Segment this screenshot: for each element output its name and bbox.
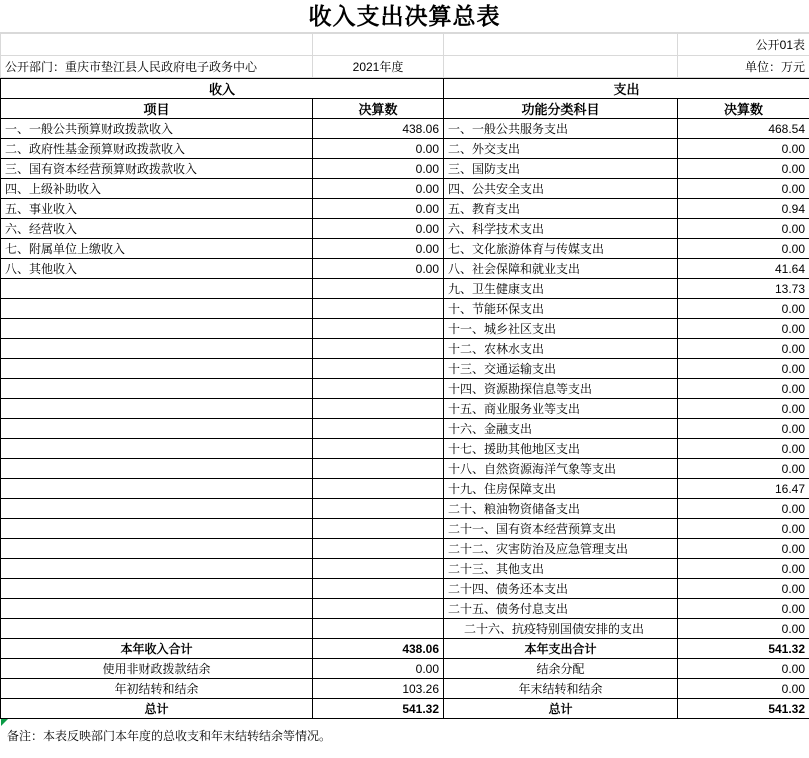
- expenditure-summary-label: 总计: [444, 699, 678, 719]
- expenditure-amount-cell: 0.00: [678, 579, 809, 599]
- table-row: [1, 159, 809, 179]
- income-item-cell: [1, 619, 313, 639]
- income-amount-cell: 0.00: [313, 159, 444, 179]
- summary-row: [1, 699, 809, 719]
- income-item-cell: [1, 299, 313, 319]
- expenditure-item-cell: 二十四、债务还本支出: [444, 579, 678, 599]
- income-item-cell: 五、事业收入: [1, 199, 313, 219]
- expenditure-item-cell: 十二、农林水支出: [444, 339, 678, 359]
- income-summary-amount: 438.06: [313, 639, 444, 659]
- income-summary-amount: 541.32: [313, 699, 444, 719]
- expenditure-amount-cell: 0.00: [678, 299, 809, 319]
- expenditure-item-cell: 十四、资源勘探信息等支出: [444, 379, 678, 399]
- expenditure-item-cell: 十三、交通运输支出: [444, 359, 678, 379]
- expenditure-item-cell: 二、外交支出: [444, 139, 678, 159]
- income-amount-cell: 0.00: [313, 199, 444, 219]
- expenditure-item-cell: 十七、援助其他地区支出: [444, 439, 678, 459]
- income-item-cell: 一、一般公共预算财政拨款收入: [1, 119, 313, 139]
- income-summary-amount: 0.00: [313, 659, 444, 679]
- expenditure-summary-amount: 541.32: [678, 699, 809, 719]
- expenditure-summary-amount: 0.00: [678, 659, 809, 679]
- income-amount-cell: [313, 499, 444, 519]
- income-item-cell: [1, 279, 313, 299]
- income-amount-cell: [313, 579, 444, 599]
- expenditure-item-cell: 三、国防支出: [444, 159, 678, 179]
- table-row: [1, 319, 809, 339]
- income-amount-cell: [313, 519, 444, 539]
- expenditure-amount-cell: 468.54: [678, 119, 809, 139]
- expenditure-amount-cell: 0.00: [678, 499, 809, 519]
- table-row: [1, 619, 809, 639]
- report-notes: [0, 719, 809, 755]
- table-row: [1, 199, 809, 219]
- income-item-cell: [1, 339, 313, 359]
- income-amount-cell: 0.00: [313, 139, 444, 159]
- page-title: 收入支出决算总表: [0, 0, 809, 33]
- income-item-cell: 七、附属单位上缴收入: [1, 239, 313, 259]
- income-summary-label: 年初结转和结余: [1, 679, 313, 699]
- income-amount-cell: [313, 399, 444, 419]
- expenditure-amount-cell: 0.94: [678, 199, 809, 219]
- income-summary-label: 使用非财政拨款结余: [1, 659, 313, 679]
- expenditure-item-cell: 十六、金融支出: [444, 419, 678, 439]
- table-row: [1, 299, 809, 319]
- budget-table: [0, 78, 809, 719]
- expenditure-item-cell: 六、科学技术支出: [444, 219, 678, 239]
- income-amount-cell: 0.00: [313, 239, 444, 259]
- expenditure-item-cell: 二十二、灾害防治及应急管理支出: [444, 539, 678, 559]
- income-amount-cell: [313, 419, 444, 439]
- income-item-cell: [1, 599, 313, 619]
- income-item-cell: [1, 499, 313, 519]
- income-item-cell: [1, 559, 313, 579]
- expenditure-amount-cell: 0.00: [678, 319, 809, 339]
- expenditure-item-cell: 二十六、抗疫特别国债安排的支出: [444, 619, 678, 639]
- table-row: [1, 119, 809, 139]
- income-item-cell: 四、上级补助收入: [1, 179, 313, 199]
- expenditure-item-cell: 四、公共安全支出: [444, 179, 678, 199]
- income-amount-cell: [313, 379, 444, 399]
- income-amount-cell: [313, 339, 444, 359]
- income-amount-cell: [313, 299, 444, 319]
- income-summary-label: 本年收入合计: [1, 639, 313, 659]
- table-row: [1, 459, 809, 479]
- expenditure-item-cell: 十八、自然资源海洋气象等支出: [444, 459, 678, 479]
- group-header-row: [1, 79, 809, 99]
- table-row: [1, 279, 809, 299]
- expenditure-amount-cell: 16.47: [678, 479, 809, 499]
- column-header-income-amount: 决算数: [313, 99, 444, 119]
- income-amount-cell: 0.00: [313, 219, 444, 239]
- form-number-label: 公开01表: [678, 34, 809, 56]
- expenditure-item-cell: 二十三、其他支出: [444, 559, 678, 579]
- expenditure-amount-cell: 41.64: [678, 259, 809, 279]
- summary-row: [1, 679, 809, 699]
- expenditure-amount-cell: 0.00: [678, 179, 809, 199]
- income-item-cell: 八、其他收入: [1, 259, 313, 279]
- expenditure-amount-cell: 0.00: [678, 539, 809, 559]
- table-row: [1, 379, 809, 399]
- income-amount-cell: [313, 439, 444, 459]
- table-row: [1, 519, 809, 539]
- income-item-cell: [1, 479, 313, 499]
- table-row: [1, 579, 809, 599]
- table-row: [1, 179, 809, 199]
- income-amount-cell: [313, 539, 444, 559]
- table-row: [1, 139, 809, 159]
- meta-blank-2: [313, 34, 444, 56]
- table-row: [1, 399, 809, 419]
- income-item-cell: [1, 319, 313, 339]
- expenditure-amount-cell: 0.00: [678, 339, 809, 359]
- unit-note-label: 单位：万元: [678, 56, 809, 78]
- expenditure-amount-cell: 0.00: [678, 459, 809, 479]
- meta-row-form-number: [1, 34, 809, 56]
- income-item-cell: [1, 519, 313, 539]
- summary-row: [1, 639, 809, 659]
- income-amount-cell: [313, 459, 444, 479]
- income-amount-cell: [313, 319, 444, 339]
- table-row: [1, 239, 809, 259]
- income-item-cell: 二、政府性基金预算财政拨款收入: [1, 139, 313, 159]
- income-item-cell: [1, 459, 313, 479]
- expenditure-item-cell: 五、教育支出: [444, 199, 678, 219]
- expenditure-amount-cell: 0.00: [678, 619, 809, 639]
- table-row: [1, 259, 809, 279]
- meta-blank-1: [1, 34, 313, 56]
- department-label: 公开部门：重庆市垫江县人民政府电子政务中心: [1, 56, 313, 78]
- expenditure-amount-cell: 13.73: [678, 279, 809, 299]
- table-row: [1, 419, 809, 439]
- fiscal-year-label: 2021年度: [313, 56, 444, 78]
- expenditure-item-cell: 八、社会保障和就业支出: [444, 259, 678, 279]
- expenditure-item-cell: 七、文化旅游体育与传媒支出: [444, 239, 678, 259]
- income-item-cell: [1, 399, 313, 419]
- expenditure-item-cell: 十一、城乡社区支出: [444, 319, 678, 339]
- expenditure-item-cell: 二十、粮油物资储备支出: [444, 499, 678, 519]
- income-item-cell: [1, 439, 313, 459]
- table-row: [1, 479, 809, 499]
- income-amount-cell: 438.06: [313, 119, 444, 139]
- expenditure-amount-cell: 0.00: [678, 399, 809, 419]
- meta-row-department: [1, 56, 809, 78]
- table-row: [1, 339, 809, 359]
- income-amount-cell: 0.00: [313, 259, 444, 279]
- expenditure-amount-cell: 0.00: [678, 219, 809, 239]
- income-amount-cell: [313, 599, 444, 619]
- report-meta-header: [0, 33, 809, 78]
- expenditure-amount-cell: 0.00: [678, 419, 809, 439]
- meta-blank-4: [444, 56, 678, 78]
- income-item-cell: [1, 539, 313, 559]
- table-row: [1, 499, 809, 519]
- expenditure-amount-cell: 0.00: [678, 439, 809, 459]
- income-summary-amount: 103.26: [313, 679, 444, 699]
- income-amount-cell: [313, 619, 444, 639]
- income-item-cell: 三、国有资本经营预算财政拨款收入: [1, 159, 313, 179]
- income-item-cell: [1, 359, 313, 379]
- table-row: [1, 219, 809, 239]
- expenditure-summary-amount: 541.32: [678, 639, 809, 659]
- table-row: [1, 599, 809, 619]
- expenditure-summary-label: 结余分配: [444, 659, 678, 679]
- column-header-row: [1, 99, 809, 119]
- expenditure-item-cell: 二十一、国有资本经营预算支出: [444, 519, 678, 539]
- notes-row: [1, 719, 809, 754]
- expenditure-item-cell: 九、卫生健康支出: [444, 279, 678, 299]
- income-amount-cell: 0.00: [313, 179, 444, 199]
- notes-text: 备注：本表反映部门本年度的总收支和年末结转结余等情况。: [7, 729, 332, 743]
- table-row: [1, 559, 809, 579]
- income-summary-label: 总计: [1, 699, 313, 719]
- expenditure-summary-amount: 0.00: [678, 679, 809, 699]
- group-header-income: 收入: [1, 79, 444, 99]
- income-amount-cell: [313, 559, 444, 579]
- expenditure-summary-label: 年末结转和结余: [444, 679, 678, 699]
- table-row: [1, 359, 809, 379]
- expenditure-item-cell: 十、节能环保支出: [444, 299, 678, 319]
- expenditure-amount-cell: 0.00: [678, 379, 809, 399]
- expenditure-amount-cell: 0.00: [678, 599, 809, 619]
- income-item-cell: [1, 419, 313, 439]
- group-header-expenditure: 支出: [444, 79, 809, 99]
- income-amount-cell: [313, 359, 444, 379]
- expenditure-amount-cell: 0.00: [678, 239, 809, 259]
- income-amount-cell: [313, 279, 444, 299]
- income-item-cell: [1, 579, 313, 599]
- meta-blank-3: [444, 34, 678, 56]
- expenditure-item-cell: 二十五、债务付息支出: [444, 599, 678, 619]
- expenditure-amount-cell: 0.00: [678, 519, 809, 539]
- comment-marker-icon: [1, 719, 8, 726]
- expenditure-amount-cell: 0.00: [678, 559, 809, 579]
- column-header-income-item: 项目: [1, 99, 313, 119]
- column-header-expenditure-amount: 决算数: [678, 99, 809, 119]
- table-row: [1, 439, 809, 459]
- expenditure-amount-cell: 0.00: [678, 159, 809, 179]
- expenditure-amount-cell: 0.00: [678, 139, 809, 159]
- table-row: [1, 539, 809, 559]
- income-item-cell: 六、经营收入: [1, 219, 313, 239]
- expenditure-item-cell: 十九、住房保障支出: [444, 479, 678, 499]
- expenditure-item-cell: 一、一般公共服务支出: [444, 119, 678, 139]
- expenditure-summary-label: 本年支出合计: [444, 639, 678, 659]
- expenditure-item-cell: 十五、商业服务业等支出: [444, 399, 678, 419]
- income-item-cell: [1, 379, 313, 399]
- summary-row: [1, 659, 809, 679]
- notes-cell: [1, 719, 809, 754]
- column-header-expenditure-item: 功能分类科目: [444, 99, 678, 119]
- expenditure-amount-cell: 0.00: [678, 359, 809, 379]
- income-amount-cell: [313, 479, 444, 499]
